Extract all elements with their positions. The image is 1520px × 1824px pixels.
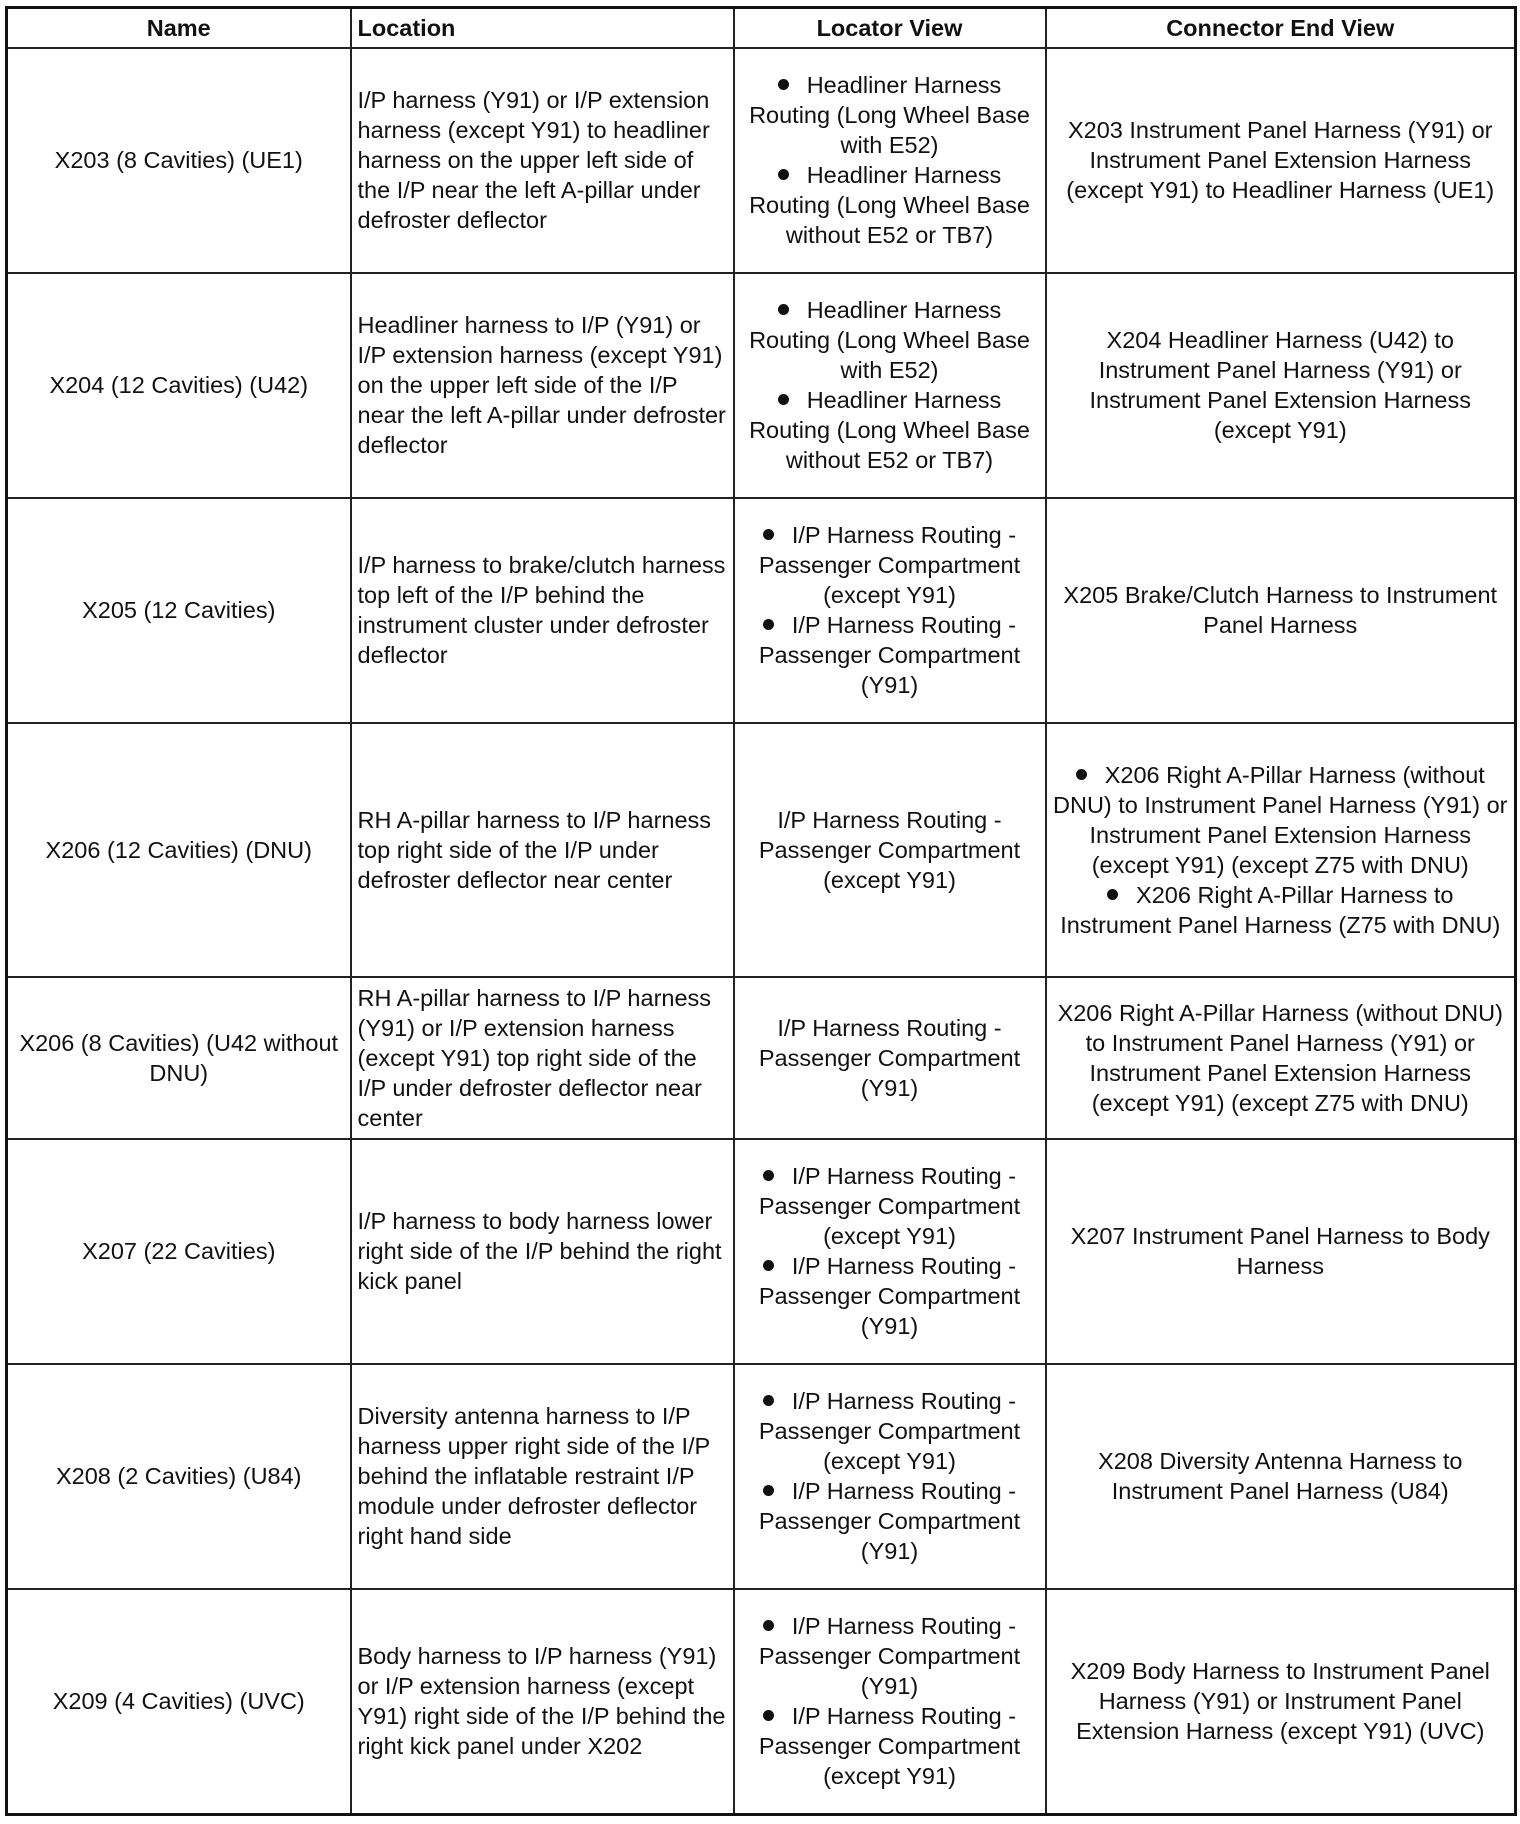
connector-end-view-cell-text: X207 Instrument Panel Harness to Body Harness: [1070, 1223, 1490, 1279]
connector-name-cell: X208 (2 Cavities) (U84): [7, 1364, 351, 1589]
bullet-icon: [763, 1260, 774, 1271]
connector-name-cell: X206 (8 Cavities) (U42 without DNU): [7, 977, 351, 1139]
location-cell: I/P harness to body harness lower right side of the I/P behind the right kick panel: [351, 1139, 734, 1364]
bullet-icon: [778, 394, 789, 405]
table-row: [7, 1589, 1516, 1815]
connector-end-view-cell-text: X206 Right A-Pillar Harness (without DNU) to Instrument Panel Harness (Y91) or Instrument Panel Extension Harness (except Y91) (except Z75 with DNU): [1057, 999, 1503, 1116]
locator-view-cell-list: [741, 70, 1039, 250]
list-item-text: X206 Right A-Pillar Harness to Instrument Panel Harness (Z75 with DNU): [1060, 881, 1501, 938]
list-item: [1053, 760, 1509, 880]
table-row: [7, 977, 1516, 1139]
connector-end-view-cell-text: X205 Brake/Clutch Harness to Instrument Panel Harness: [1063, 582, 1498, 638]
list-item-text: I/P Harness Routing - Passenger Compartment (Y91): [758, 1478, 1021, 1564]
location-cell: Diversity antenna harness to I/P harness upper right side of the I/P behind the inflatable restraint I/P module under defroster deflector right hand side: [351, 1364, 734, 1589]
connector-name-cell: X206 (12 Cavities) (DNU): [7, 723, 351, 977]
connector-name-cell: X205 (12 Cavities): [7, 498, 351, 723]
locator-view-cell: [734, 1139, 1046, 1364]
list-item: [741, 520, 1039, 610]
connector-end-view-cell: [1046, 48, 1516, 273]
table-row: [7, 723, 1516, 977]
header-connector-end-view: Connector End View: [1046, 8, 1516, 48]
bullet-icon: [763, 1170, 774, 1181]
connector-name-cell: X203 (8 Cavities) (UE1): [7, 48, 351, 273]
list-item: [741, 1701, 1039, 1791]
list-item-text: I/P Harness Routing - Passenger Compartment (except Y91): [758, 1163, 1021, 1249]
connector-table: [5, 6, 1517, 1816]
locator-view-cell-list: [741, 1611, 1039, 1791]
list-item-text: I/P Harness Routing - Passenger Compartment (Y91): [758, 612, 1021, 698]
list-item-text: I/P Harness Routing - Passenger Compartment (Y91): [758, 1253, 1021, 1339]
connector-end-view-cell: [1046, 498, 1516, 723]
connector-name-cell: X207 (22 Cavities): [7, 1139, 351, 1364]
location-cell: RH A-pillar harness to I/P harness top right side of the I/P under defroster deflector near center: [351, 723, 734, 977]
list-item: [741, 295, 1039, 385]
locator-view-cell-list: [741, 295, 1039, 475]
list-item: [741, 1251, 1039, 1341]
connector-end-view-cell-text: X203 Instrument Panel Harness (Y91) or Instrument Panel Extension Harness (except Y91) to Headliner Harness (UE1): [1066, 117, 1495, 203]
list-item-text: I/P Harness Routing - Passenger Compartment (except Y91): [758, 1703, 1021, 1790]
bullet-icon: [778, 304, 789, 315]
location-cell: Body harness to I/P harness (Y91) or I/P extension harness (except Y91) right side of the I/P behind the right kick panel under X202: [351, 1589, 734, 1815]
list-item-text: Headliner Harness Routing (Long Wheel Base with E52): [749, 297, 1030, 383]
bullet-icon: [763, 1620, 774, 1631]
list-item: [741, 1476, 1039, 1566]
bullet-icon: [763, 619, 774, 630]
bullet-icon: [763, 529, 774, 540]
connector-name-cell: X204 (12 Cavities) (U42): [7, 273, 351, 498]
list-item: [741, 385, 1039, 475]
list-item-text: X206 Right A-Pillar Harness (without DNU) to Instrument Panel Harness (Y91) or Instrument Panel Extension Harness (except Y91) (except Z75 with DNU): [1053, 761, 1508, 878]
list-item: [1053, 880, 1509, 940]
connector-end-view-cell-text: X209 Body Harness to Instrument Panel Harness (Y91) or Instrument Panel Extension Harness (except Y91) (UVC): [1070, 1658, 1490, 1745]
list-item: [741, 1386, 1039, 1476]
locator-view-cell-text: I/P Harness Routing - Passenger Compartment (except Y91): [758, 806, 1021, 893]
locator-view-cell: [734, 498, 1046, 723]
locator-view-cell: [734, 977, 1046, 1139]
connector-end-view-cell-list: [1053, 760, 1509, 940]
connector-end-view-cell: [1046, 723, 1516, 977]
list-item-text: Headliner Harness Routing (Long Wheel Base without E52 or TB7): [749, 387, 1030, 473]
list-item: [741, 610, 1039, 700]
table-row: [7, 48, 1516, 273]
table-row: [7, 273, 1516, 498]
location-cell: Headliner harness to I/P (Y91) or I/P extension harness (except Y91) on the upper left side of the I/P near the left A-pillar under defroster deflector: [351, 273, 734, 498]
table-row: [7, 498, 1516, 723]
locator-view-cell-list: [741, 1386, 1039, 1566]
connector-name-cell: X209 (4 Cavities) (UVC): [7, 1589, 351, 1815]
list-item: [741, 160, 1039, 250]
connector-end-view-cell: [1046, 1139, 1516, 1364]
connector-end-view-cell-text: X208 Diversity Antenna Harness to Instrument Panel Harness (U84): [1098, 1448, 1463, 1504]
bullet-icon: [763, 1485, 774, 1496]
list-item-text: I/P Harness Routing - Passenger Compartment (except Y91): [758, 522, 1021, 608]
bullet-icon: [778, 169, 789, 180]
location-cell: I/P harness (Y91) or I/P extension harness (except Y91) to headliner harness on the upper left side of the I/P near the left A-pillar under defroster deflector: [351, 48, 734, 273]
bullet-icon: [1076, 769, 1087, 780]
connector-end-view-cell: [1046, 1364, 1516, 1589]
table-row: [7, 1139, 1516, 1364]
location-cell: RH A-pillar harness to I/P harness (Y91) or I/P extension harness (except Y91) top right side of the I/P under defroster deflector near center: [351, 977, 734, 1139]
list-item: [741, 1161, 1039, 1251]
bullet-icon: [763, 1710, 774, 1721]
locator-view-cell: [734, 273, 1046, 498]
bullet-icon: [778, 79, 789, 90]
locator-view-cell: [734, 723, 1046, 977]
header-row: [7, 8, 1516, 48]
list-item: [741, 1611, 1039, 1701]
list-item-text: I/P Harness Routing - Passenger Compartment (Y91): [758, 1613, 1021, 1700]
bullet-icon: [1107, 889, 1118, 900]
list-item-text: Headliner Harness Routing (Long Wheel Base without E52 or TB7): [749, 162, 1030, 248]
list-item-text: Headliner Harness Routing (Long Wheel Base with E52): [749, 72, 1030, 158]
locator-view-cell: [734, 1364, 1046, 1589]
locator-view-cell-list: [741, 520, 1039, 700]
locator-view-cell-list: [741, 1161, 1039, 1341]
header-location: Location: [351, 8, 734, 48]
locator-view-cell: [734, 48, 1046, 273]
connector-end-view-cell: [1046, 1589, 1516, 1815]
connector-end-view-cell: [1046, 273, 1516, 498]
locator-view-cell: [734, 1589, 1046, 1815]
table-row: [7, 1364, 1516, 1589]
location-cell: I/P harness to brake/clutch harness top left of the I/P behind the instrument cluster under defroster deflector: [351, 498, 734, 723]
header-name: Name: [7, 8, 351, 48]
list-item: [741, 70, 1039, 160]
locator-view-cell-text: I/P Harness Routing - Passenger Compartment (Y91): [758, 1014, 1021, 1101]
connector-end-view-cell: [1046, 977, 1516, 1139]
header-locator-view: Locator View: [734, 8, 1046, 48]
connector-end-view-cell-text: X204 Headliner Harness (U42) to Instrument Panel Harness (Y91) or Instrument Panel Extension Harness (except Y91): [1089, 327, 1471, 443]
list-item-text: I/P Harness Routing - Passenger Compartment (except Y91): [758, 1388, 1021, 1474]
bullet-icon: [763, 1395, 774, 1406]
